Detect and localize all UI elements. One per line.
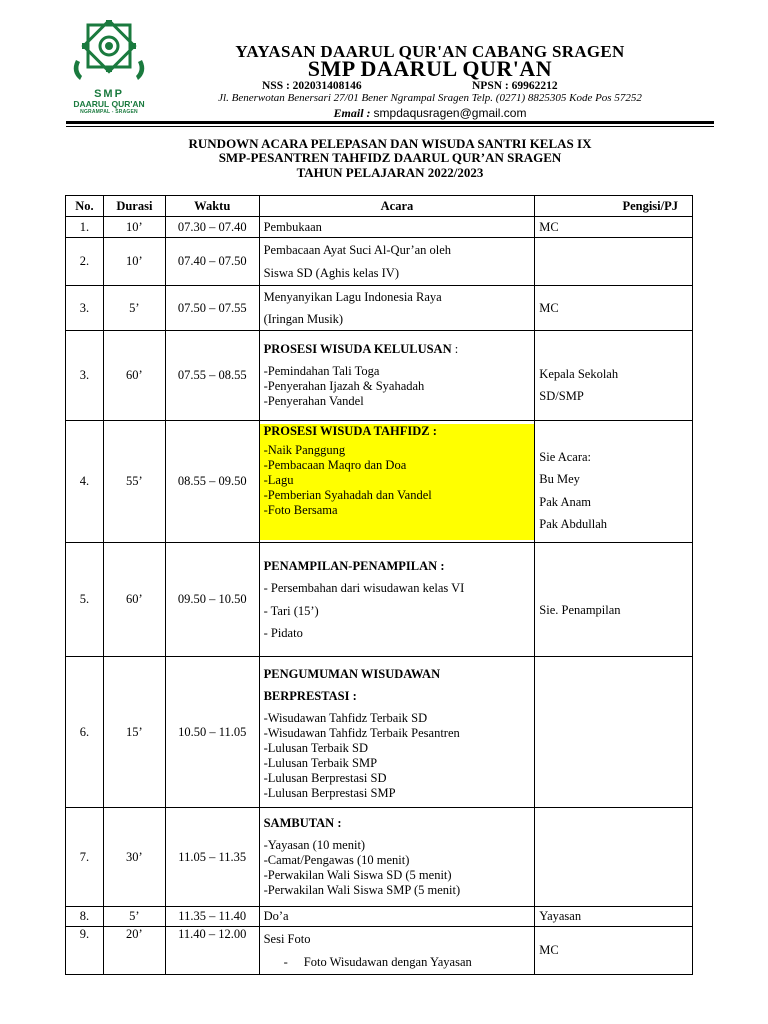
pj-line: Pak Anam bbox=[539, 494, 592, 509]
acara-title-suffix: : bbox=[451, 342, 459, 356]
cell-durasi: 60’ bbox=[103, 543, 165, 657]
cell-waktu: 11.40 – 12.00 bbox=[165, 927, 259, 975]
highlight-block bbox=[260, 424, 535, 540]
cell-no: 4. bbox=[66, 421, 104, 543]
cell-no: 3. bbox=[66, 331, 104, 421]
email-label: Email : bbox=[333, 106, 371, 120]
cell-waktu: 11.05 – 11.35 bbox=[165, 808, 259, 907]
school-logo bbox=[66, 20, 152, 116]
acara-section-title: PROSESI WISUDA TAHFIDZ : bbox=[263, 423, 437, 438]
cell-acara bbox=[259, 421, 535, 543]
table-row bbox=[66, 421, 693, 543]
table-row bbox=[66, 217, 693, 238]
acara-line: Pembacaan Ayat Suci Al-Qur’an oleh bbox=[263, 242, 452, 257]
header-no: No. bbox=[66, 196, 104, 217]
cell-acara bbox=[259, 657, 535, 808]
acara-line: -Pemberian Syahadah dan Vandel bbox=[263, 487, 432, 502]
cell-durasi: 15’ bbox=[103, 657, 165, 808]
nss-number: NSS : 202031408146 bbox=[262, 80, 362, 92]
cell-acara bbox=[259, 808, 535, 907]
acara-section-title: SAMBUTAN : bbox=[263, 816, 342, 830]
cell-acara bbox=[259, 543, 535, 657]
acara-title-text: PROSESI WISUDA KELULUSAN bbox=[263, 342, 452, 356]
email-address: smpdaqusragen@gmail.com bbox=[373, 106, 527, 120]
acara-line: -Lagu bbox=[263, 472, 294, 487]
acara-line: -Yayasan (10 menit) bbox=[263, 838, 366, 852]
bullet-dash-icon: - bbox=[283, 954, 288, 969]
acara-section-title: PENGUMUMAN WISUDAWAN bbox=[263, 667, 441, 681]
cell-pj bbox=[535, 331, 693, 421]
acara-line: -Penyerahan Vandel bbox=[263, 394, 364, 408]
header-pengisi: Pengisi/PJ bbox=[535, 196, 693, 217]
acara-line: -Lulusan Berprestasi SD bbox=[263, 771, 387, 785]
cell-pj bbox=[535, 421, 693, 543]
letterhead bbox=[0, 0, 768, 128]
pj-line: Yayasan bbox=[539, 909, 582, 923]
cell-no: 8. bbox=[66, 907, 104, 927]
pj-line: Bu Mey bbox=[539, 472, 580, 486]
acara-line: -Naik Panggung bbox=[263, 442, 346, 457]
table-row bbox=[66, 543, 693, 657]
table-row bbox=[66, 907, 693, 927]
acara-line: -Perwakilan Wali Siswa SMP (5 menit) bbox=[263, 883, 461, 897]
cell-durasi: 10’ bbox=[103, 217, 165, 238]
cell-waktu: 08.55 – 09.50 bbox=[165, 421, 259, 543]
acara-line: Do’a bbox=[263, 909, 289, 923]
acara-line: -Camat/Pengawas (10 menit) bbox=[263, 853, 410, 867]
cell-durasi: 5’ bbox=[103, 907, 165, 927]
foundation-name: YAYASAN DAARUL QUR'AN CABANG SRAGEN bbox=[235, 42, 625, 61]
pj-line: Sie Acara: bbox=[539, 449, 592, 464]
header-waktu: Waktu bbox=[165, 196, 259, 217]
school-address: Jl. Benerwotan Benersari 27/01 Bener Ngrampal Sragen Telp. (0271) 8825305 Kode Pos 57252 bbox=[218, 92, 642, 104]
table-header-row bbox=[66, 196, 693, 217]
table-row bbox=[66, 331, 693, 421]
acara-sub-item bbox=[264, 955, 531, 970]
rundown-table bbox=[65, 195, 693, 975]
acara-line: -Wisudawan Tahfidz Terbaik SD bbox=[263, 711, 428, 725]
school-email bbox=[150, 106, 710, 121]
cell-no: 2. bbox=[66, 238, 104, 286]
cell-pj bbox=[535, 927, 693, 975]
acara-sub-line: Foto Wisudawan dengan Yayasan bbox=[303, 954, 472, 969]
header-durasi: Durasi bbox=[103, 196, 165, 217]
cell-acara bbox=[259, 907, 535, 927]
acara-line: -Lulusan Terbaik SD bbox=[263, 741, 369, 755]
pj-line: Sie. Penampilan bbox=[539, 603, 621, 617]
cell-waktu: 10.50 – 11.05 bbox=[165, 657, 259, 808]
acara-line: -Lulusan Berprestasi SMP bbox=[263, 786, 396, 800]
acara-section-title: PENAMPILAN-PENAMPILAN : bbox=[263, 558, 445, 573]
cell-durasi: 30’ bbox=[103, 808, 165, 907]
pj-line: SD/SMP bbox=[539, 388, 584, 403]
cell-pj bbox=[535, 286, 693, 331]
cell-durasi: 5’ bbox=[103, 286, 165, 331]
acara-section-title-2: BERPRESTASI : bbox=[263, 689, 357, 703]
letterhead-thin-rule bbox=[66, 126, 714, 127]
acara-line: Menyanyikan Lagu Indonesia Raya bbox=[263, 290, 442, 304]
cell-acara bbox=[259, 286, 535, 331]
cell-durasi: 20’ bbox=[103, 927, 165, 975]
acara-line: Pembukaan bbox=[263, 219, 322, 234]
logo-title: SMP bbox=[94, 88, 124, 100]
cell-pj bbox=[535, 657, 693, 808]
cell-no: 7. bbox=[66, 808, 104, 907]
cell-acara bbox=[259, 217, 535, 238]
table-row bbox=[66, 808, 693, 907]
document-title-line-3: TAHUN PELAJARAN 2022/2023 bbox=[296, 165, 484, 180]
acara-line: Sesi Foto bbox=[263, 931, 311, 946]
pj-line: Pak Abdullah bbox=[539, 517, 608, 531]
table-row bbox=[66, 927, 693, 975]
cell-acara bbox=[259, 927, 535, 975]
acara-line: -Foto Bersama bbox=[263, 502, 338, 517]
table-row bbox=[66, 238, 693, 286]
cell-no: 3. bbox=[66, 286, 104, 331]
islamic-star-ornament-icon bbox=[66, 20, 152, 86]
cell-waktu: 07.50 – 07.55 bbox=[165, 286, 259, 331]
cell-waktu: 07.30 – 07.40 bbox=[165, 217, 259, 238]
cell-waktu: 07.55 – 08.55 bbox=[165, 331, 259, 421]
cell-no: 5. bbox=[66, 543, 104, 657]
cell-acara bbox=[259, 238, 535, 286]
acara-line: (Iringan Musik) bbox=[263, 312, 344, 326]
acara-line: -Perwakilan Wali Siswa SD (5 menit) bbox=[263, 868, 452, 882]
npsn-number: NPSN : 69962212 bbox=[472, 80, 558, 92]
document-title-line-1: RUNDOWN ACARA PELEPASAN DAN WISUDA SANTRI KELAS IX bbox=[188, 136, 592, 151]
table-row bbox=[66, 286, 693, 331]
cell-pj bbox=[535, 238, 693, 286]
cell-durasi: 10’ bbox=[103, 238, 165, 286]
cell-pj bbox=[535, 217, 693, 238]
cell-waktu: 09.50 – 10.50 bbox=[165, 543, 259, 657]
acara-line: -Pemindahan Tali Toga bbox=[263, 364, 380, 378]
acara-line: -Pembacaan Maqro dan Doa bbox=[263, 457, 407, 472]
cell-no: 9. bbox=[66, 927, 104, 975]
cell-pj bbox=[535, 907, 693, 927]
cell-waktu: 11.35 – 11.40 bbox=[165, 907, 259, 927]
acara-line: -Wisudawan Tahfidz Terbaik Pesantren bbox=[263, 726, 460, 740]
acara-line: -Lulusan Terbaik SMP bbox=[263, 756, 378, 770]
acara-line: -Penyerahan Ijazah & Syahadah bbox=[263, 379, 425, 393]
pj-line: MC bbox=[539, 300, 559, 315]
table-row bbox=[66, 657, 693, 808]
cell-waktu: 07.40 – 07.50 bbox=[165, 238, 259, 286]
cell-durasi: 60’ bbox=[103, 331, 165, 421]
cell-durasi: 55’ bbox=[103, 421, 165, 543]
pj-line: MC bbox=[539, 943, 559, 957]
cell-no: 1. bbox=[66, 217, 104, 238]
letterhead-thick-rule bbox=[66, 121, 714, 124]
acara-line: Siswa SD (Aghis kelas IV) bbox=[263, 265, 400, 280]
cell-acara bbox=[259, 331, 535, 421]
cell-pj bbox=[535, 543, 693, 657]
document-title-line-2: SMP-PESANTREN TAHFIDZ DAARUL QUR’AN SRAGEN bbox=[218, 150, 562, 165]
header-acara: Acara bbox=[259, 196, 535, 217]
pj-line: MC bbox=[539, 219, 559, 234]
logo-subtitle: DAARUL QUR'AN bbox=[73, 99, 145, 109]
acara-line: - Pidato bbox=[263, 626, 303, 640]
acara-section-title bbox=[264, 342, 531, 357]
cell-no: 6. bbox=[66, 657, 104, 808]
school-name: SMP DAARUL QUR'AN bbox=[307, 56, 553, 81]
acara-line: - Persembahan dari wisudawan kelas VI bbox=[263, 581, 465, 595]
acara-line: - Tari (15’) bbox=[263, 603, 319, 618]
cell-pj bbox=[535, 808, 693, 907]
logo-tagline: NGRAMPAL - SRAGEN bbox=[80, 109, 138, 115]
pj-line: Kepala Sekolah bbox=[539, 366, 619, 381]
